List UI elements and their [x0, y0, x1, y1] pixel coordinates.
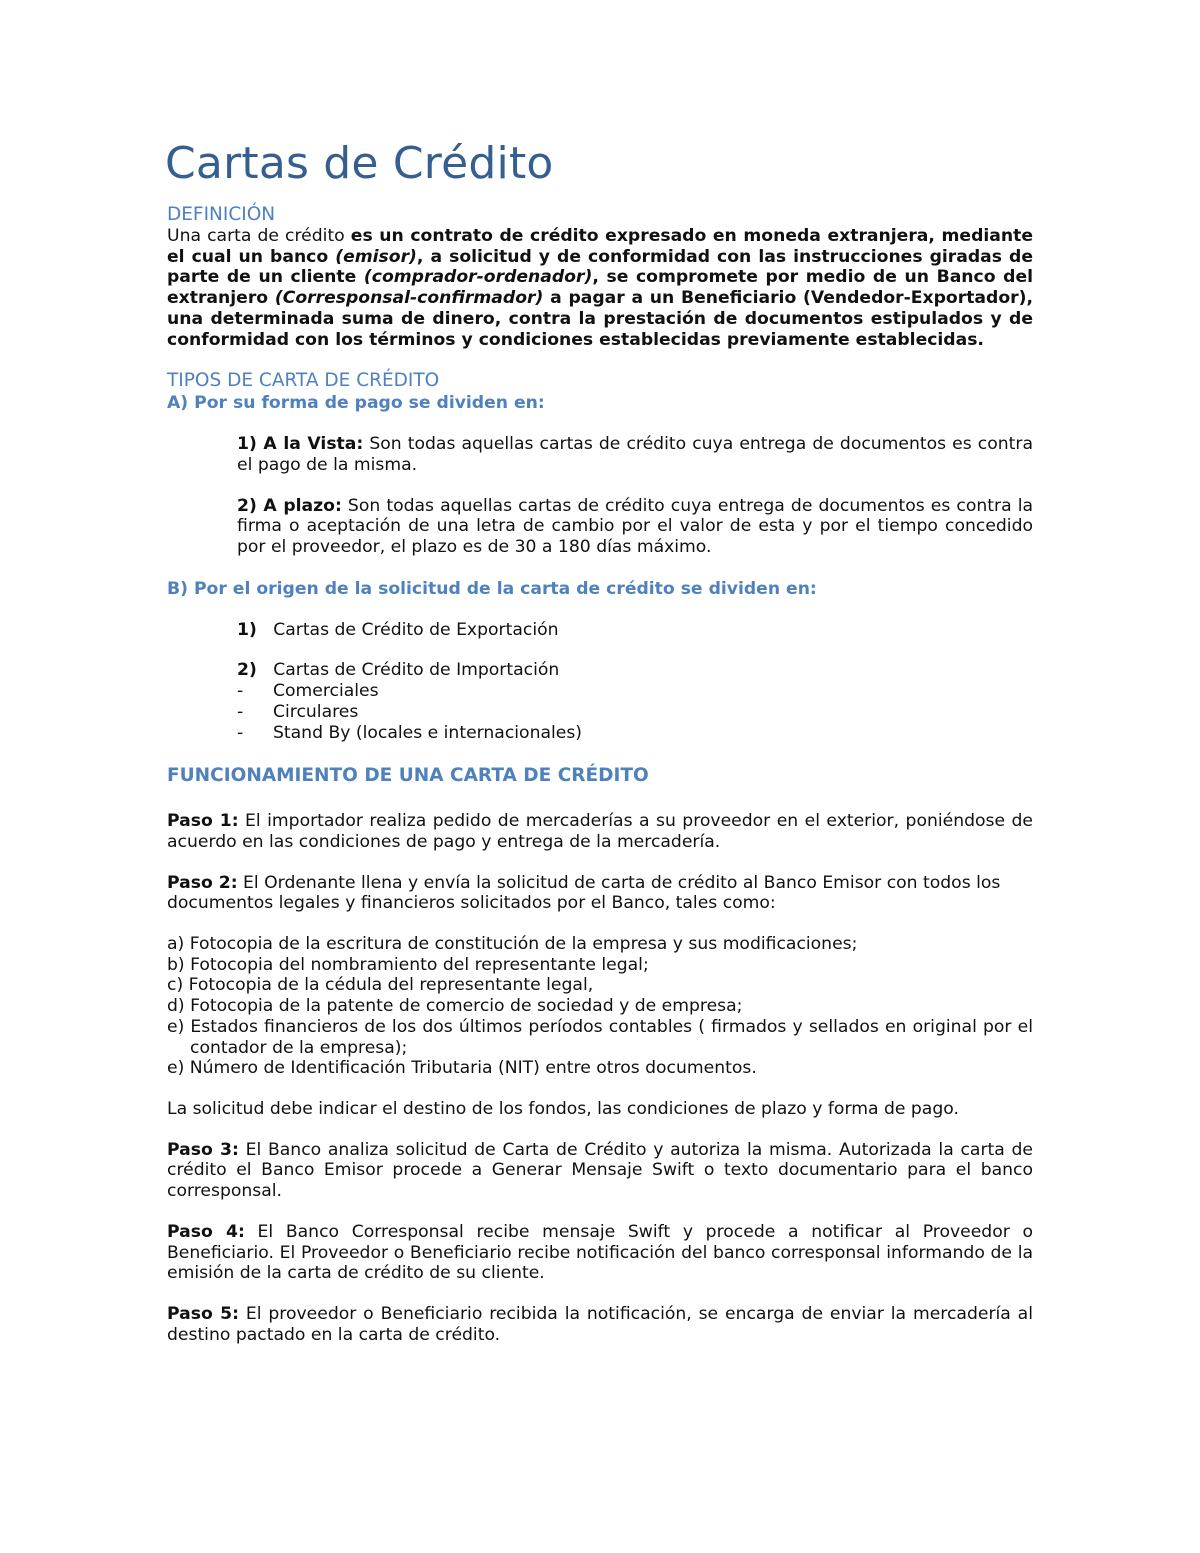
- paso-5-label: Paso 5:: [167, 1303, 239, 1324]
- list-item: - Circulares: [237, 701, 359, 722]
- paso-4-label: Paso 4:: [167, 1221, 245, 1242]
- tipo-a-vista: [237, 434, 1033, 475]
- definicion-text-normal: Una carta de crédito: [167, 226, 351, 246]
- definicion-paragraph: [167, 226, 1033, 350]
- definicion-corresponsal: (Corresponsal-confirmador): [274, 288, 544, 309]
- tipo-a-plazo-label: 2) A plazo:: [237, 495, 342, 516]
- paso-1: [167, 811, 1033, 852]
- list-item: - Stand By (locales e internacionales): [237, 722, 583, 743]
- tipo-b-importacion-text: Cartas de Crédito de Importación: [273, 660, 560, 681]
- paso-1-label: Paso 1:: [167, 811, 239, 832]
- tipos-a-heading: A) Por su forma de pago se dividen en:: [167, 393, 545, 414]
- subitem-comerciales: Comerciales: [273, 681, 379, 702]
- paso-4: [167, 1222, 1033, 1284]
- paso-1-text: El importador realiza pedido de mercaderías a su proveedor en el exterior, poniéndose de acuerdo en las condiciones de pago y entrega de la mercadería.: [167, 811, 1033, 852]
- document-page: [167, 138, 1033, 1345]
- paso-5-text: El proveedor o Beneficiario recibida la notificación, se encarga de enviar la mercadería al destino pactado en la carta de crédito.: [167, 1303, 1033, 1345]
- tipo-b-importacion: [237, 660, 1033, 681]
- funcionamiento-heading: FUNCIONAMIENTO DE UNA CARTA DE CRÉDITO: [167, 765, 649, 787]
- definicion-heading: DEFINICIÓN: [167, 204, 276, 225]
- paso-2: [167, 873, 1033, 914]
- list-item: a) Fotocopia de la escritura de constitución de la empresa y sus modificaciones;: [167, 934, 858, 955]
- paso-3-text: El Banco analiza solicitud de Carta de Crédito y autoriza la misma. Autorizada la carta de crédito el Banco Emisor procede a Generar Mensaje Swift o texto documentario para el banco corresponsal.: [167, 1139, 1034, 1202]
- tipo-a-plazo: [237, 496, 1033, 558]
- paso-3: [167, 1140, 1033, 1202]
- tipo-b-exportacion-label: 1): [237, 619, 257, 640]
- tipo-a-plazo-text: Son todas aquellas cartas de crédito cuya entrega de documentos es contra la firma o aceptación de una letra de cambio por el valor de esta y por el tiempo concedido por el proveedor, el plazo es de 30 a 180 días máximo.: [237, 495, 1033, 558]
- paso-2-label: Paso 2:: [167, 872, 238, 893]
- solicitud-paragraph: La solicitud debe indicar el destino de los fondos, las condiciones de plazo y forma de pago.: [167, 1098, 959, 1119]
- list-item: e) Estados financieros de los dos últimos períodos contables ( firmados y sellados en original por el contador de la empresa);: [167, 1016, 1033, 1058]
- subitem-circulares: Circulares: [273, 701, 359, 722]
- paso-4-text: El Banco Corresponsal recibe mensaje Swift y procede a notificar al Proveedor o Beneficiario. El Proveedor o Beneficiario recibe notificación del banco corresponsal informando de la emisión de la carta de crédito de su cliente.: [167, 1221, 1033, 1284]
- tipo-a-vista-text: Son todas aquellas cartas de crédito cuya entrega de documentos es contra el pago de la misma.: [237, 434, 1033, 475]
- definicion-text-bold-4: a pagar a un Beneficiario (Vendedor-Exportador), una determinada suma de dinero, contra la prestación de documentos estipulados y de conformidad con los términos y condiciones establecidas previamente establecidas.: [167, 288, 1033, 350]
- tipo-b-importacion-label: 2): [237, 660, 257, 681]
- list-item: e) Número de Identificación Tributaria (NIT) entre otros documentos.: [167, 1058, 757, 1079]
- definicion-text-bold-3: , se compromete por medio de un Banco del extranjero: [167, 267, 1034, 309]
- tipo-b-exportacion: [237, 620, 1033, 641]
- list-item: b) Fotocopia del nombramiento del representante legal;: [167, 954, 649, 975]
- definicion-comprador: (comprador-ordenador): [363, 267, 593, 288]
- tipos-b-heading: B) Por el origen de la solicitud de la carta de crédito se dividen en:: [167, 578, 817, 599]
- paso-3-label: Paso 3:: [167, 1139, 239, 1160]
- tipos-heading: TIPOS DE CARTA DE CRÉDITO: [167, 370, 440, 392]
- document-title: Cartas de Crédito: [165, 138, 554, 189]
- subitem-stand-by: Stand By (locales e internacionales): [273, 722, 583, 743]
- documentos-list: [167, 934, 1033, 1079]
- definicion-text-bold-2: , a solicitud y de conformidad con las instrucciones giradas de parte de un cliente: [167, 246, 1033, 288]
- paso-5: [167, 1304, 1033, 1345]
- list-item: d) Fotocopia de la patente de comercio de sociedad y de empresa;: [167, 996, 743, 1017]
- definicion-emisor: (emisor): [335, 246, 417, 267]
- list-item: c) Fotocopia de la cédula del representante legal,: [167, 975, 594, 996]
- list-item: - Comerciales: [237, 681, 379, 702]
- paso-2-text: El Ordenante llena y envía la solicitud de carta de crédito al Banco Emisor con todos los documentos legales y financieros solicitados por el Banco, tales como:: [167, 872, 1001, 914]
- tipo-a-vista-label: 1) A la Vista:: [237, 434, 364, 455]
- tipo-b-exportacion-text: Cartas de Crédito de Exportación: [273, 619, 559, 640]
- definicion-text-bold-1: es un contrato de crédito expresado en moneda extranjera, mediante el cual un banco: [167, 226, 1033, 267]
